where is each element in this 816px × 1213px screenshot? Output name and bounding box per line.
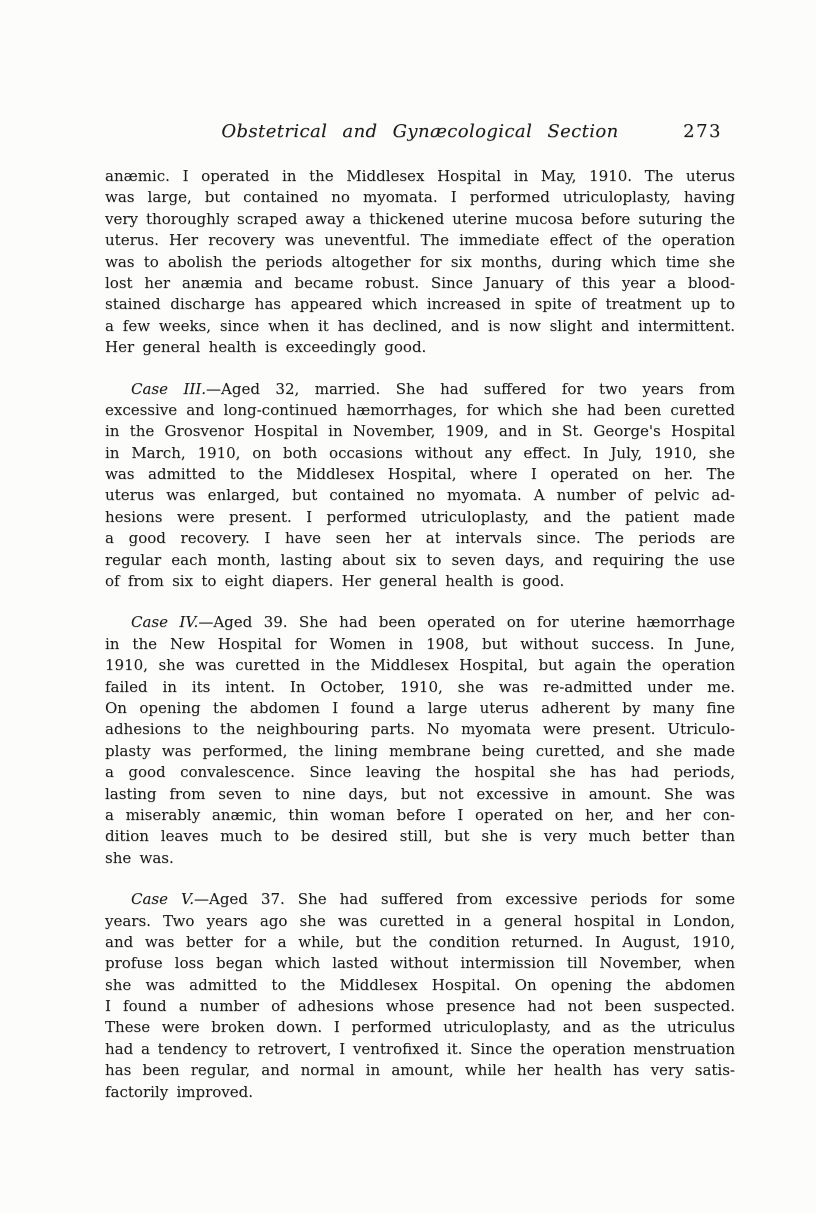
case-paragraph [105,379,735,593]
text-line: was admitted to the Middlesex Hospital, where I operated on her. The [105,465,735,484]
text-line: has been regular, and normal in amount, while her health has very satis- [105,1061,735,1080]
text-line: in the New Hospital for Women in 1908, but without success. In June, [105,634,735,653]
page-header [105,121,735,147]
text-line: profuse loss began which lasted without intermission till November, when [105,954,735,973]
text-line: dition leaves much to be desired still, but she is very much better than [105,827,735,846]
text-line: On opening the abdomen I found a large uterus adherent by many fine [105,698,735,717]
text-line: anæmic. I operated in the Middlesex Hospital in May, 1910. The uterus [105,167,735,185]
text-line: had a tendency to retrovert, I ventrofixed it. Since the operation menstruation [105,1039,735,1058]
text-line: years. Two years ago she was curetted in a general hospital in London, [105,911,735,930]
text-line: Case III.—Aged 32, married. She had suffered for two years from [131,379,735,398]
text-line: adhesions to the neighbouring parts. No myomata were present. Utriculo- [105,720,735,739]
text-line: a good convalescence. Since leaving the hospital she has had periods, [105,763,735,782]
text-line: uterus. Her recovery was uneventful. The immediate effect of the operation [105,231,735,250]
text-block [105,166,735,1103]
body-paragraph [105,166,735,359]
text-line: Case IV.—Aged 39. She had been operated on for uterine hæmorrhage [131,613,735,632]
text-line: she was admitted to the Middlesex Hospital. On opening the abdomen [105,975,735,994]
text-line: 1910, she was curetted in the Middlesex Hospital, but again the operation [105,656,735,675]
text-line: I found a number of adhesions whose presence had not been suspected. [105,997,735,1016]
text-line: uterus was enlarged, but contained no myomata. A number of pelvic ad- [105,486,735,505]
page-number: 273 [683,121,722,142]
text-line: stained discharge has appeared which increased in spite of treatment up to [105,295,735,314]
text-line: in the Grosvenor Hospital in November, 1909, and in St. George's Hospital [105,422,735,441]
text-line: hesions were present. I performed utriculoplasty, and the patient made [105,507,735,526]
text-line: a few weeks, since when it has declined, and is now slight and intermittent. [105,316,735,335]
text-line: of from six to eight diapers. Her general health is good. [105,572,565,591]
text-line: in March, 1910, on both occasions without any effect. In July, 1910, she [105,443,735,462]
case-paragraph [105,889,735,1103]
text-line: These were broken down. I performed utriculoplasty, and as the utriculus [105,1018,735,1037]
text-line: factorily improved. [105,1082,254,1101]
text-line: was to abolish the periods altogether for six months, during which time she [105,252,735,271]
case-label: Case V. [131,890,194,909]
text-line: plasty was performed, the lining membrane being curetted, and she made [105,741,735,760]
text-line: Her general health is exceedingly good. [105,338,427,357]
text-line: a miserably anæmic, thin woman before I operated on her, and her con- [105,805,735,824]
text-line: lost her anæmia and became robust. Since January of this year a blood- [105,273,735,292]
text-line: Case V.—Aged 37. She had suffered from excessive periods for some [131,890,735,909]
case-label: Case III. [131,379,207,398]
text-line: she was. [105,848,174,867]
text-line: a good recovery. I have seen her at intervals since. The periods are [105,529,735,548]
text-line: very thoroughly scraped away a thickened uterine mucosa before suturing the [105,209,735,228]
text-line: excessive and long-continued hæmorrhages, for which she had been curetted [105,400,735,419]
text-line: regular each month, lasting about six to seven days, and requiring the use [105,550,735,569]
text-line: and was better for a while, but the condition returned. In August, 1910, [105,932,735,951]
text-line: was large, but contained no myomata. I performed utriculoplasty, having [105,188,735,207]
case-label: Case IV. [131,613,199,632]
text-line: lasting from seven to nine days, but not excessive in amount. She was [105,784,735,803]
section-title: Obstetrical and Gynæcological Section [221,121,619,142]
text-line: failed in its intent. In October, 1910, she was re-admitted under me. [105,677,735,696]
case-paragraph [105,612,735,869]
